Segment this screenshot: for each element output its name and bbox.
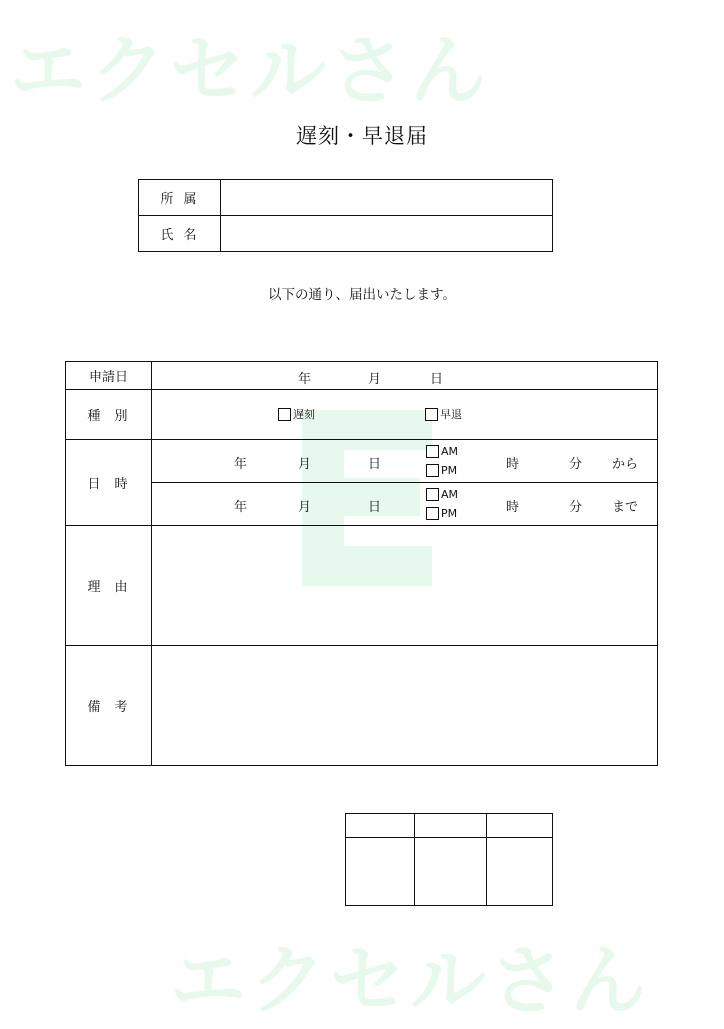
early-leave-option[interactable] <box>425 406 462 422</box>
applicant-info-table <box>138 179 553 252</box>
from-pm-checkbox[interactable] <box>426 464 439 477</box>
early-leave-option-label: 早退 <box>440 408 462 421</box>
until-pm-label: PM <box>441 507 458 520</box>
from-am-label: AM <box>441 445 459 458</box>
early-leave-checkbox[interactable] <box>425 408 438 421</box>
until-month-unit: 月 <box>298 500 312 515</box>
stamp-cell-3[interactable] <box>487 838 553 906</box>
late-option-label: 遅刻 <box>293 408 315 421</box>
remarks-field[interactable] <box>152 646 658 766</box>
application-date-field[interactable] <box>152 362 658 390</box>
from-month-unit: 月 <box>298 457 312 472</box>
datetime-label: 日時 <box>66 440 152 526</box>
from-day-unit: 日 <box>368 457 382 472</box>
until-am-label: AM <box>441 488 459 501</box>
from-pm-option[interactable] <box>426 463 457 478</box>
until-pm-checkbox[interactable] <box>426 507 439 520</box>
from-suffix: から <box>612 457 639 472</box>
day-unit: 日 <box>430 372 444 387</box>
until-day-unit: 日 <box>368 500 382 515</box>
month-unit: 月 <box>368 372 382 387</box>
from-hour-unit: 時 <box>506 457 520 472</box>
reason-field[interactable] <box>152 526 658 646</box>
remarks-label: 備考 <box>66 646 152 766</box>
type-field <box>152 390 658 440</box>
intro-text: 以下の通り、届出いたします。 <box>268 287 456 303</box>
request-table <box>65 361 658 766</box>
until-suffix: まで <box>612 500 639 515</box>
from-pm-label: PM <box>441 464 458 477</box>
name-label: 氏名 <box>139 216 221 252</box>
stamp-cell-2[interactable] <box>415 838 487 906</box>
from-am-checkbox[interactable] <box>426 445 439 458</box>
name-field[interactable] <box>221 216 553 252</box>
datetime-until-row[interactable] <box>152 483 658 526</box>
until-hour-unit: 時 <box>506 500 520 515</box>
datetime-from-row[interactable] <box>152 440 658 483</box>
until-pm-option[interactable] <box>426 506 457 521</box>
approval-stamp-table <box>345 813 553 906</box>
late-option[interactable] <box>278 406 315 422</box>
stamp-header-3 <box>487 814 553 838</box>
from-minute-unit: 分 <box>569 457 583 472</box>
until-year-unit: 年 <box>234 500 248 515</box>
until-minute-unit: 分 <box>569 500 583 515</box>
page-title: 遅刻・早退届 <box>296 124 428 148</box>
stamp-cell-1[interactable] <box>346 838 415 906</box>
reason-label: 理由 <box>66 526 152 646</box>
year-unit: 年 <box>298 372 312 387</box>
stamp-header-2 <box>415 814 487 838</box>
affiliation-label: 所属 <box>139 180 221 216</box>
from-am-option[interactable] <box>426 444 458 459</box>
stamp-header-1 <box>346 814 415 838</box>
until-am-checkbox[interactable] <box>426 488 439 501</box>
watermark-top: エクセルさん <box>10 26 490 115</box>
affiliation-field[interactable] <box>221 180 553 216</box>
until-am-option[interactable] <box>426 487 458 502</box>
late-checkbox[interactable] <box>278 408 291 421</box>
watermark-bottom: エクセルさん <box>170 936 650 1025</box>
type-label: 種別 <box>66 390 152 440</box>
from-year-unit: 年 <box>234 457 248 472</box>
application-date-label: 申請日 <box>66 362 152 390</box>
